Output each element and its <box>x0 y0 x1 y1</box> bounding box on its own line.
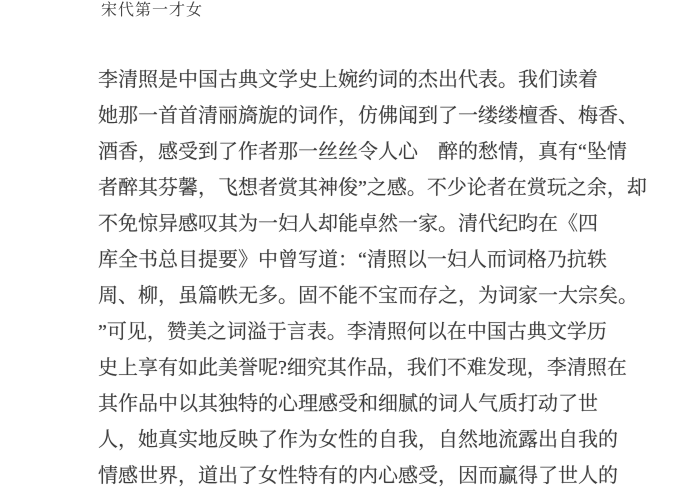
paragraph-line: 其作品中以其独特的心理感受和细腻的词人气质打动了世 <box>98 393 598 415</box>
paragraph-line: 库全书总目提要》中曾写道：“清照以一妇人而词格乃抗轶 <box>98 249 607 271</box>
paragraph-line: 周、柳，虽篇帙无多。固不能不宝而存之，为词家一大宗矣。 <box>98 285 638 307</box>
paragraph-line: ”可见，赞美之词溢于言表。李清照何以在中国古典文学历 <box>98 321 607 343</box>
paragraph-line: 者醉其芬馨，飞想者赏其神俊”之感。不少论者在赏玩之余，却 <box>98 177 647 199</box>
paragraph-line: 她那一首首清丽旖旎的词作，仿佛闻到了一缕缕檀香、梅香、 <box>98 105 638 127</box>
document-title: 宋代第一才女 <box>101 2 204 19</box>
paragraph-line: 酒香，感受到了作者那一丝丝令人心 醉的愁情，真有“坠情 <box>98 141 627 163</box>
paragraph-line: 不免惊异感叹其为一妇人却能卓然一家。清代纪昀在《四 <box>98 213 598 235</box>
paragraph-line-clipped: 情感世界，道出了女性特有的内心感受，因而赢得了世人的 <box>98 465 618 487</box>
paragraph-line: 李清照是中国古典文学史上婉约词的杰出代表。我们读着 <box>98 69 598 91</box>
paragraph-line: 人，她真实地反映了作为女性的自我，自然地流露出自我的 <box>98 429 618 451</box>
body-paragraph <box>98 62 658 494</box>
paragraph-line: 史上享有如此美誉呢?细究其作品，我们不难发现，李清照在 <box>98 357 627 379</box>
